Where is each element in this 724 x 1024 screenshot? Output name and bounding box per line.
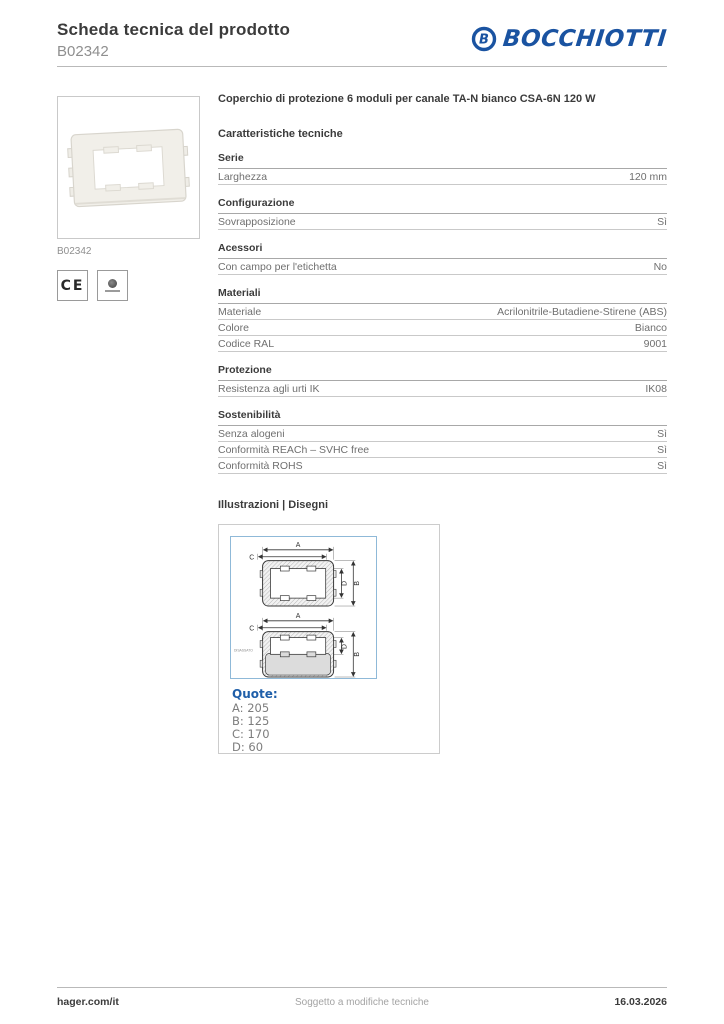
spec-section-acessori — [218, 242, 667, 275]
svg-text:A: A — [295, 541, 301, 549]
product-image — [57, 96, 200, 239]
svg-text:C: C — [249, 625, 255, 633]
row-label: Resistenza agli urti IK — [218, 382, 320, 395]
row-label: Con campo per l'etichetta — [218, 260, 337, 273]
drawing-container — [218, 524, 440, 754]
row-value: 120 mm — [629, 170, 667, 183]
table-row — [218, 458, 667, 474]
footer-disclaimer: Soggetto a modifiche tecniche — [295, 997, 429, 1008]
svg-text:D: D — [341, 643, 349, 649]
spec-section-protezione — [218, 364, 667, 397]
row-value: IK08 — [645, 382, 667, 395]
quality-mark — [97, 270, 128, 301]
brand-name: BOCCHIOTTI — [501, 26, 669, 52]
table-row — [218, 169, 667, 185]
table-row — [218, 304, 667, 320]
row-label: Colore — [218, 321, 249, 334]
row-value: Sì — [657, 459, 667, 472]
quality-mark-text-line — [105, 290, 120, 292]
header — [57, 20, 290, 60]
svg-text:D: D — [341, 580, 349, 586]
product-image-caption: B02342 — [57, 246, 92, 257]
row-label: Codice RAL — [218, 337, 275, 350]
spec-section-materiali — [218, 287, 667, 352]
quote-title: Quote: — [232, 687, 278, 701]
svg-text:B: B — [354, 652, 362, 657]
section-heading: Serie — [218, 152, 667, 169]
ce-mark-label: CE — [60, 277, 85, 294]
right-column — [218, 92, 667, 754]
table-row — [218, 214, 667, 230]
quote-dim-c: C: 170 — [232, 727, 270, 741]
row-value: Acrilonitrile-Butadiene-Stirene (ABS) — [497, 305, 667, 318]
quote-dim-b: B: 125 — [232, 714, 270, 728]
row-value: 9001 — [643, 337, 667, 350]
quote-block — [232, 687, 439, 753]
table-row — [218, 336, 667, 352]
product-description: Coperchio di protezione 6 moduli per canale TA-N bianco CSA-6N 120 W — [218, 93, 596, 105]
svg-text:C: C — [249, 554, 255, 562]
section-heading: Materiali — [218, 287, 667, 304]
ce-mark — [57, 270, 88, 301]
footer-divider — [57, 987, 667, 988]
dimension-drawing — [231, 537, 376, 678]
brand-logo — [471, 26, 667, 52]
header-product-code: B02342 — [57, 43, 109, 60]
specs-title: Caratteristiche tecniche — [218, 128, 343, 140]
table-row — [218, 442, 667, 458]
product-photo-cover-plate — [60, 99, 197, 236]
svg-text:A: A — [295, 612, 301, 620]
certification-marks — [57, 270, 200, 301]
page-title: Scheda tecnica del prodotto — [57, 20, 291, 39]
row-label: Conformità ROHS — [218, 459, 303, 472]
footer-website-link[interactable]: hager.com/it — [57, 996, 119, 1008]
bocchiotti-emblem-icon — [471, 26, 497, 52]
quote-dim-d: D: 60 — [232, 740, 264, 754]
table-row — [218, 381, 667, 397]
table-row — [218, 426, 667, 442]
illustrations-title: Illustrazioni | Disegni — [218, 499, 329, 511]
table-row — [218, 320, 667, 336]
row-value: Sì — [657, 215, 667, 228]
svg-text:B: B — [354, 581, 362, 586]
row-label: Senza alogeni — [218, 427, 285, 440]
row-label: Conformità REACh – SVHC free — [218, 443, 370, 456]
footer-date: 16.03.2026 — [614, 996, 667, 1008]
section-heading: Sostenibilità — [218, 409, 667, 426]
table-row — [218, 259, 667, 275]
drawing-note: DISASSATO — [233, 648, 253, 653]
header-divider — [57, 66, 667, 67]
section-heading: Configurazione — [218, 197, 667, 214]
spec-section-sostenibilita — [218, 409, 667, 474]
section-heading: Acessori — [218, 242, 667, 259]
spec-section-serie — [218, 152, 667, 185]
quote-dim-a: A: 205 — [232, 701, 270, 715]
row-label: Larghezza — [218, 170, 268, 183]
section-heading: Protezione — [218, 364, 667, 381]
row-label: Sovrapposizione — [218, 215, 296, 228]
quality-mark-emblem-icon — [108, 279, 117, 288]
spec-section-configurazione — [218, 197, 667, 230]
svg-text:B: B — [479, 32, 490, 48]
technical-drawing — [230, 536, 377, 679]
row-value: Sì — [657, 427, 667, 440]
row-value: Bianco — [634, 321, 667, 334]
row-value: Sì — [657, 443, 667, 456]
row-label: Materiale — [218, 305, 262, 318]
row-value: No — [653, 260, 667, 273]
left-column — [57, 96, 200, 301]
